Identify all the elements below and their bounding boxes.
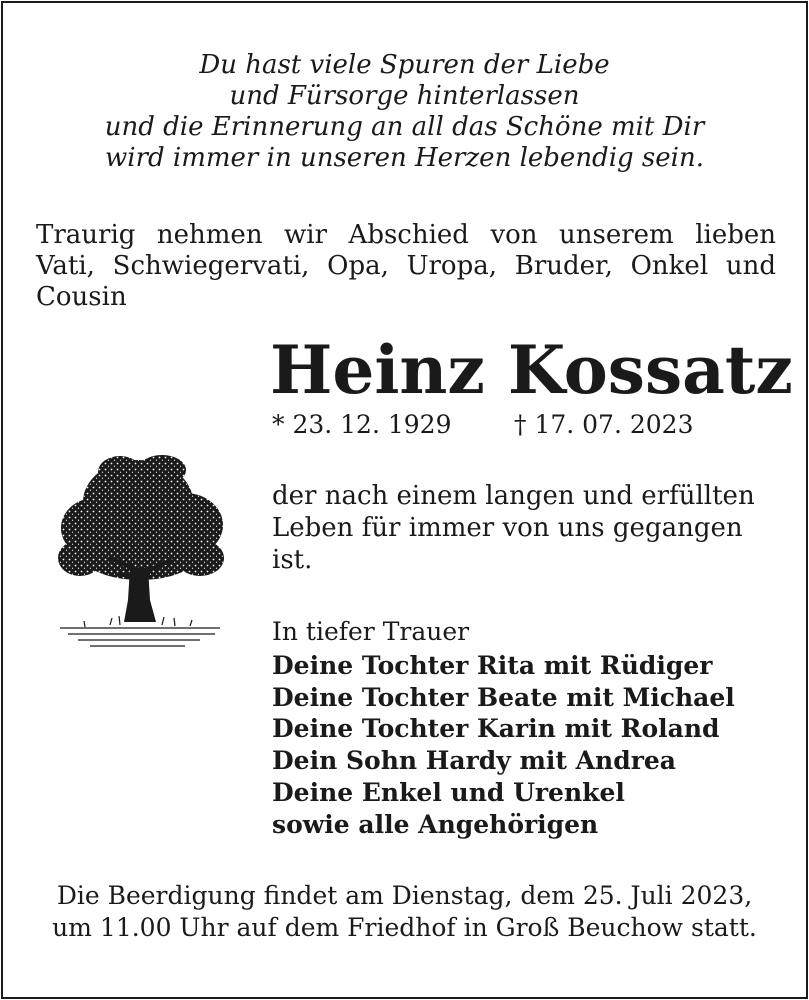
death-date: † 17. 07. 2023: [514, 410, 694, 439]
description-line: der nach einem langen und erfüllten: [272, 481, 755, 511]
memorial-poem: [0, 50, 809, 174]
poem-line: wird immer in unseren Herzen lebendig sein.: [105, 143, 704, 173]
mourner: Deine Tochter Rita mit Rüdiger: [272, 651, 713, 680]
mourner: Deine Enkel und Urenkel: [272, 777, 625, 807]
mourner: sowie alle Angehörigen: [272, 809, 599, 839]
mourners-list: [272, 650, 735, 840]
funeral-line: Die Beerdigung findet am Dienstag, dem 25. Juli 2023,: [56, 881, 753, 910]
description-line: ist.: [272, 545, 313, 575]
description: [272, 480, 755, 576]
mourner: Deine Tochter Karin mit Roland: [272, 714, 720, 744]
birth-date: * 23. 12. 1929: [272, 410, 452, 439]
poem-line: und Fürsorge hinterlassen: [229, 81, 580, 111]
poem-line: und die Erinnerung an all das Schöne mit Dir: [104, 112, 705, 142]
funeral-notice: [0, 880, 809, 944]
tree-icon: [50, 450, 230, 655]
description-line: Leben für immer von uns gegangen: [272, 513, 743, 543]
mourner: Dein Sohn Hardy mit Andrea: [272, 746, 676, 776]
mourning-label: In tiefer Trauer: [272, 617, 470, 646]
funeral-line: um 11.00 Uhr auf dem Friedhof in Groß Beuchow statt.: [52, 913, 757, 942]
intro-line: Traurig nehmen wir Abschied von unserem lieben: [36, 220, 776, 250]
intro-line: Cousin: [36, 282, 127, 312]
mourner: Deine Tochter Beate mit Michael: [272, 682, 735, 712]
intro-line: Vati, Schwiegervati, Opa, Uropa, Bruder, Onkel und: [36, 251, 776, 281]
deceased-name: Heinz Kossatz: [270, 331, 793, 409]
poem-line: Du hast viele Spuren der Liebe: [199, 50, 610, 80]
intro-text: [36, 220, 776, 313]
